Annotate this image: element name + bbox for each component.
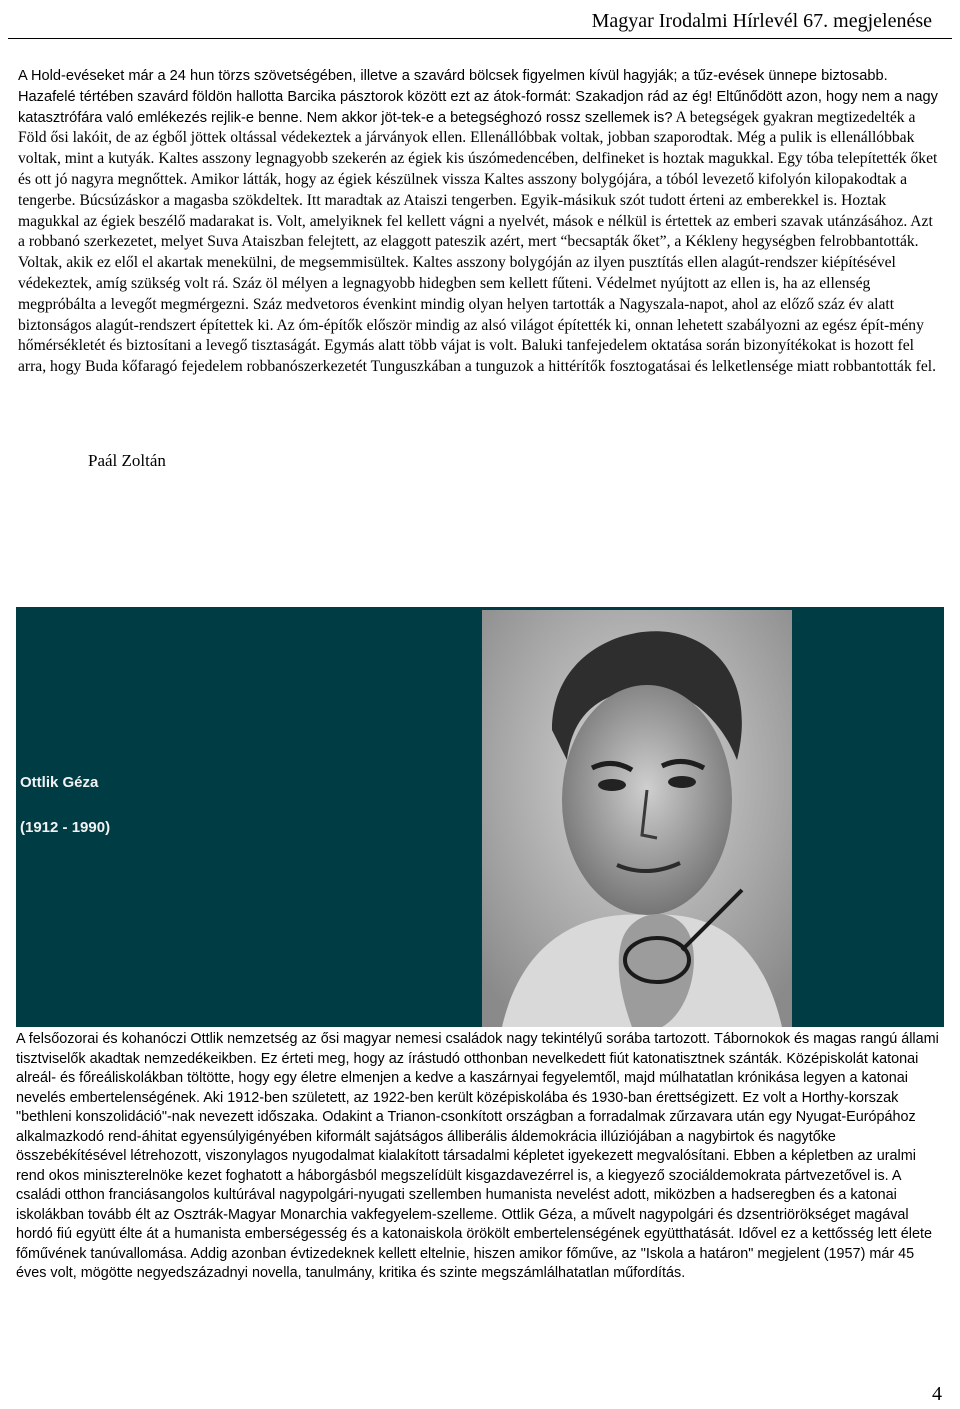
portrait-photo-icon: [482, 610, 792, 1027]
author-profile-box: [16, 607, 944, 1027]
biography-paragraph: A felsőozorai és kohanóczi Ottlik nemzetség az ősi magyar nemesi családok nagy tekintélyű sorába tartozott. Tábornokok és magas rangú állami tisztviselők akadtak nemzedékeikben. Ez érteti meg, hogy az írástudó otthonban nevelkedett fiút katonatisztnek szánták. Középiskolát katonai alreál- és főreáliskolákban töltötte, hogy egy életre elmenjen a kedve a kaszárnyai fegyelemtől, majd múlhatatlan krónikása legyen a katonai nevelés embertelenségének. Aki 1912-ben született, az 1922-ben került középiskolába és 1930-ban érettségizett. Ez volt a Horthy-korszak "bethleni konszolidáció"-nak nevezett időszaka. Odakint a Trianon-csonkított országban a forradalmak zűrzavara után egy Nyugat-Európához alkalmazkodó rend-áhitat egyensúlyigényében kiformált sajátságos álliberális áldemokrácia illúziójában a nagybirtok és nagytőke összebékítésével létrehozott, viszonylagos nyugodalmat kialakított társadalmi képletet igyekezett megvalósítani. Ebben a képletben az uralmi rend okos miniszterelnöke kezet foghatott a háborgásból megszelídült kisgazdavezérrel is, a kiegyező szociáldemokrata pártvezetővel is. A családi otthon franciásangolos kultúrával nagypolgári-nyugati szellemben humanista nevelést adott, miközben a hadseregben és a katonai iskolákban tovább élt az Osztrák-Magyar Monarchia vakfegyelem-szelleme. Ottlik Géza, a művelt nagypolgári és dzsentriörökséget magával hordó fiú együtt élte át a humanista emberségesség és a katonaiskola örökölt embertelenségének együtthatását. Idővel ez a kettősség lett élete főművének tanúvallomása. Addig azonban évtizedeknek kellett eltelnie, hiszen amikor főműve, az "Iskola a határon" megjelent (1957) már 45 éves volt, mögötte negyedszázadnyi novella, tanulmány, kritika és szinte megszámlálhatatlan műfordítás.: [16, 1031, 939, 1281]
page-number: 4: [932, 1383, 942, 1405]
header-title: Magyar Irodalmi Hírlevél 67. megjelenése: [591, 10, 932, 32]
portrait-photo: [482, 610, 792, 1027]
biography-text: [16, 1030, 946, 1284]
story-sentence: Hazafelé tértében szavárd földön hallotta Barcika pásztorok között ezt az átok-formát: Szakadjon rád az ég! Eltűnődött azon, hogy nem a nagy katasztrófára való emlékezés rejlik-e benne.: [18, 88, 938, 126]
story-sentence: Nem akkor jöt-tek-e a betegséghozó rossz szellemek is?: [306, 109, 673, 126]
header-divider: [8, 38, 952, 39]
story-sentence: Azt a robbanó szerkezetet, melyet Suva Ataiszban felejtett, az elaggott pateszik azért, mert “becsapták őket”, a Kékleny hegységben felrobbantották. Voltak, akik ez elől el akartak menekülni, de megsemmisültek. Kaltes asszony bolygóján az ilyen pusztítás ellen alagút-rendszer kiépítésével védekeztek, amíg szükség volt rá. Száz öl mélyen a legnagyobb hidegben sem kellett fűteni. Védelmet nyújtott az ellen is, ha az ellenség megpróbálta a levegőt megmérgezni. Száz medvetoros évenkint mindig olyan helyen tartották a Nagyszala-napot, ahol az előző száz év alatt biztonságos alagút-rendszert építettek ki.: [18, 212, 933, 334]
story-sentence: A Hold-evéseket már a 24 hun törzs szövetségében, illetve a szavárd bölcsek figyelmen kívül hagyják; a tűz-evések ünnepe biztosabb.: [18, 68, 888, 84]
profile-name: Ottlik Géza: [20, 774, 99, 791]
author-signature: Paál Zoltán: [88, 451, 166, 470]
story-sentence: A betegségek gyakran megtizedelték a Föld ősi lakóit, de az égből jöttek oltással védekeztek a járványok ellen. Ellenállóbbak voltak, jobban szaporodtak. Még a pulik is ellenállóbbak voltak, mint a kutyák.: [18, 108, 916, 168]
story-sentence: Kaltes asszony legnagyobb szekerén az égiek kis úszómedencében, delfineket is hoztak magukkal. Egy tóba telepítették őket és ott jó nagyra megnőttek. Amikor látták, hogy az égiek készülnek vissza Kaltes asszony bolygójára, a tóból levezető kifolyón kilopakodtak a tengerbe. Búcsúzáskor a magasba szökdeltek. Itt maradtak az Ataiszi tengerben. Egyik-másikuk szót tudott érteni az emberekkel is. Hoztak magukkal az égiek beszélő madarakat is. Volt, amelyiknek fel kellett vágni a nyelvét, mások e nélkül is értettek az emberi szavak utánzásához.: [18, 150, 938, 230]
story-text: [18, 66, 940, 378]
story-sentence: Az óm-építők először mindig az alsó világot építették ki, onnan lehetett szabályozni az egész épít-mény hőmérsékletét és biztosítani a levegő tisztaságát. Egymás alatt több vájat is volt. Baluki tanfejedelem oktatása során bizonyítékokat is hozott fel arra, hogy Buda kőfaragó fejedelem robbanószerkezetét Tunguszkában a tunguzok a hittérítők fosztogatásai és lelketlensége miatt robbantották fel.: [18, 316, 936, 376]
profile-dates: (1912 - 1990): [20, 819, 111, 836]
page-header: [0, 8, 932, 34]
story-paragraph: [18, 66, 940, 378]
